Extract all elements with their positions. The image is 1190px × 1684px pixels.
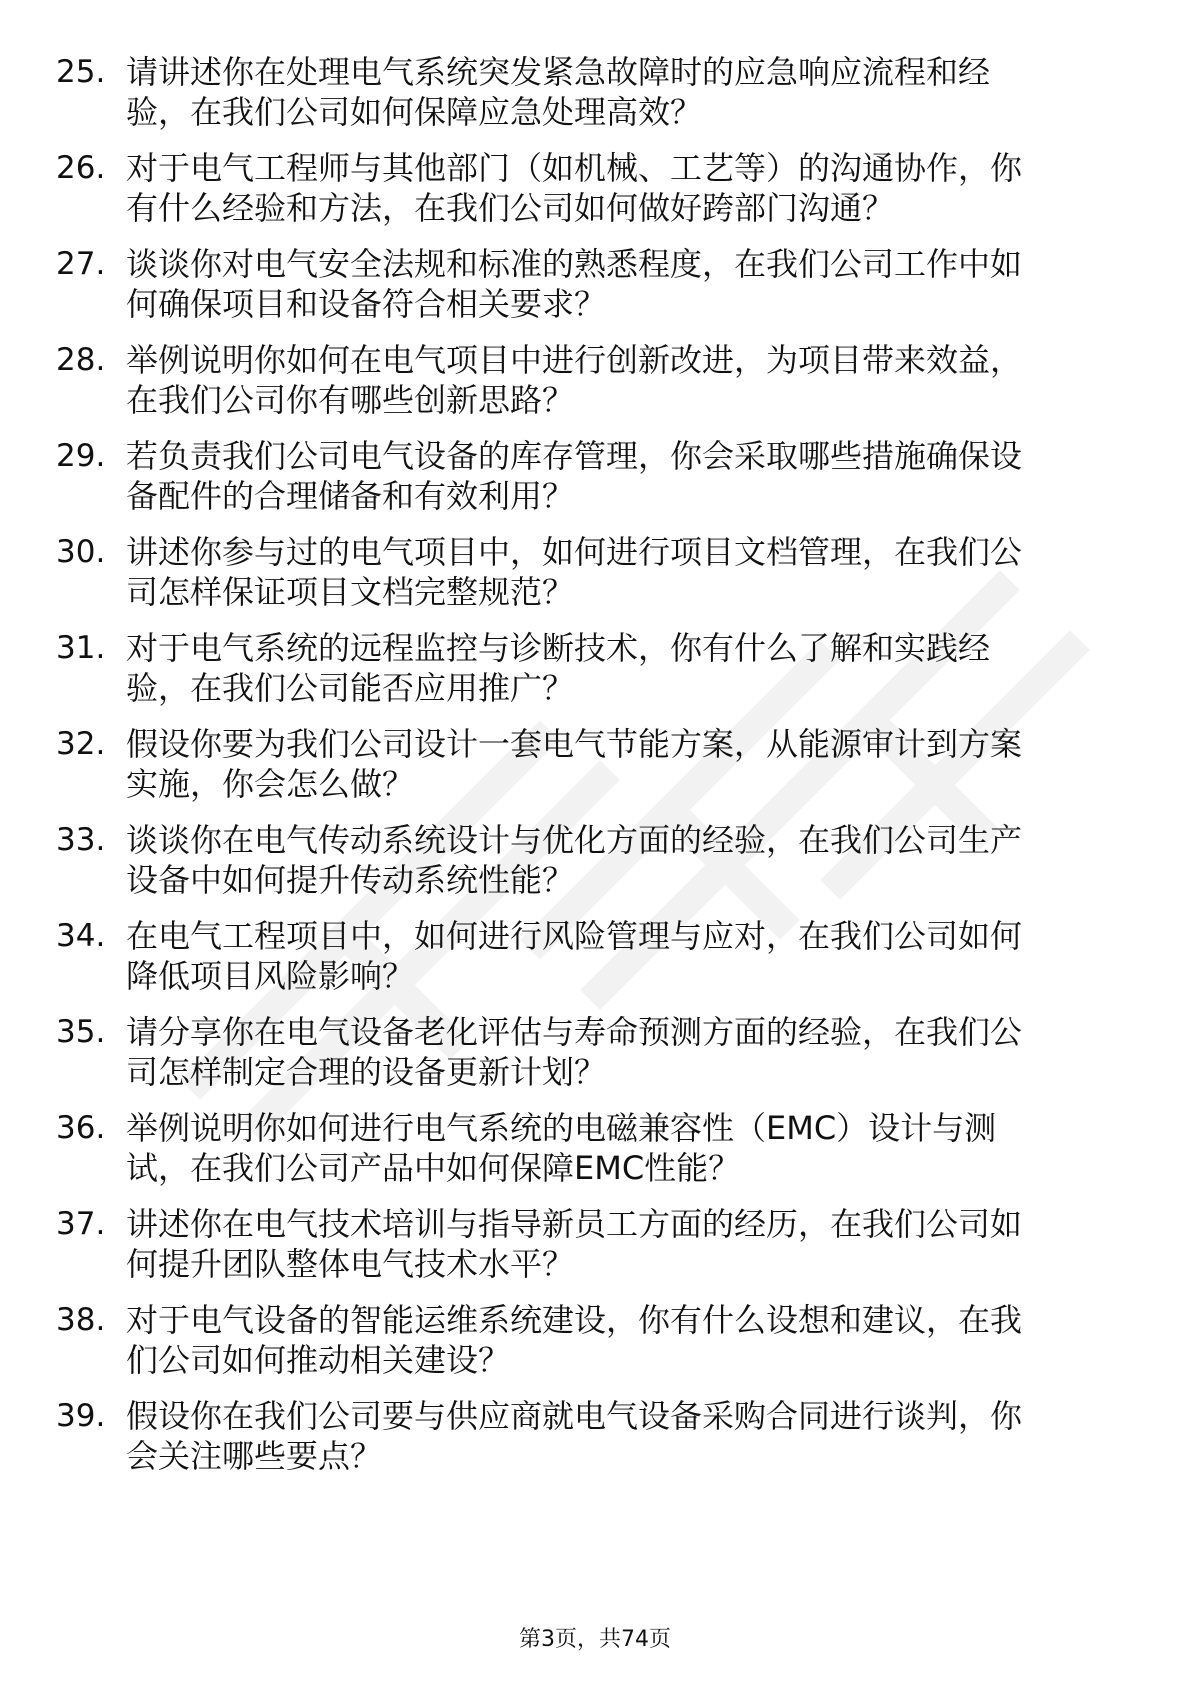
- question-line: 举例说明你如何在电气项目中进行创新改进，为项目带来效益，: [126, 341, 1023, 379]
- question-text: [126, 916, 1166, 996]
- question-line: 备配件的合理储备和有效利用？: [126, 477, 575, 515]
- question-text: [126, 1300, 1166, 1380]
- question-line: 假设你在我们公司要与供应商就电气设备采购合同进行谈判，你: [126, 1397, 1023, 1435]
- question-number: 29.: [56, 438, 106, 474]
- question-line: 设备中如何提升传动系统性能？: [126, 861, 575, 899]
- question-line: 何提升团队整体电气技术水平？: [126, 1245, 575, 1283]
- question-line: 司怎样保证项目文档完整规范？: [126, 573, 575, 611]
- question-line: 试，在我们公司产品中如何保障EMC性能？: [126, 1149, 741, 1187]
- question-number: 37.: [56, 1206, 106, 1242]
- question-number: 35.: [56, 1014, 106, 1050]
- question-line: 谈谈你对电气安全法规和标准的熟悉程度，在我们公司工作中如: [126, 245, 1023, 283]
- question-text: [126, 1012, 1166, 1092]
- question-line: 验，在我们公司如何保障应急处理高效？: [126, 93, 703, 131]
- question-line: 请讲述你在处理电气系统突发紧急故障时的应急响应流程和经: [126, 53, 991, 91]
- question-number: 28.: [56, 342, 106, 378]
- question-line: 验，在我们公司能否应用推广？: [126, 669, 575, 707]
- question-line: 在电气工程项目中，如何进行风险管理与应对，在我们公司如何: [126, 917, 1023, 955]
- question-number: 27.: [56, 246, 106, 282]
- question-text: [126, 820, 1166, 900]
- question-line: 请分享你在电气设备老化评估与寿命预测方面的经验，在我们公: [126, 1013, 1023, 1051]
- question-line: 讲述你参与过的电气项目中，如何进行项目文档管理，在我们公: [126, 533, 1023, 571]
- question-text: [126, 724, 1166, 804]
- question-number: 34.: [56, 918, 106, 954]
- page-number: 第3页，共74页: [519, 1627, 671, 1652]
- question-number: 30.: [56, 534, 106, 570]
- question-text: [126, 340, 1166, 420]
- question-line: 对于电气设备的智能运维系统建设，你有什么设想和建议，在我: [126, 1301, 1023, 1339]
- question-number: 38.: [56, 1302, 106, 1338]
- question-line: 何确保项目和设备符合相关要求？: [126, 285, 607, 323]
- question-number: 25.: [56, 54, 106, 90]
- question-text: [126, 1108, 1166, 1188]
- question-line: 实施，你会怎么做？: [126, 765, 415, 803]
- question-number: 36.: [56, 1110, 106, 1146]
- question-number: 39.: [56, 1398, 106, 1434]
- question-line: 讲述你在电气技术培训与指导新员工方面的经历，在我们公司如: [126, 1205, 1023, 1243]
- question-line: 在我们公司你有哪些创新思路？: [126, 381, 575, 419]
- question-number: 31.: [56, 630, 106, 666]
- question-text: [126, 628, 1166, 708]
- question-line: 谈谈你在电气传动系统设计与优化方面的经验，在我们公司生产: [126, 821, 1023, 859]
- question-number: 33.: [56, 822, 106, 858]
- question-line: 有什么经验和方法，在我们公司如何做好跨部门沟通？: [126, 189, 895, 227]
- question-text: [126, 244, 1166, 324]
- question-line: 们公司如何推动相关建设？: [126, 1341, 511, 1379]
- question-line: 会关注哪些要点？: [126, 1437, 383, 1475]
- question-line: 对于电气系统的远程监控与诊断技术，你有什么了解和实践经: [126, 629, 991, 667]
- question-line: 降低项目风险影响？: [126, 957, 415, 995]
- question-line: 对于电气工程师与其他部门（如机械、工艺等）的沟通协作，你: [126, 149, 1023, 187]
- question-number: 32.: [56, 726, 106, 762]
- question-text: [126, 532, 1166, 612]
- question-text: [126, 436, 1166, 516]
- question-text: [126, 1204, 1166, 1284]
- question-text: [126, 1396, 1166, 1476]
- question-number: 26.: [56, 150, 106, 186]
- question-line: 假设你要为我们公司设计一套电气节能方案，从能源审计到方案: [126, 725, 1023, 763]
- question-line: 司怎样制定合理的设备更新计划？: [126, 1053, 607, 1091]
- question-line: 举例说明你如何进行电气系统的电磁兼容性（EMC）设计与测: [126, 1109, 997, 1147]
- question-line: 若负责我们公司电气设备的库存管理，你会采取哪些措施确保设: [126, 437, 1023, 475]
- question-text: [126, 148, 1166, 228]
- question-text: [126, 52, 1166, 132]
